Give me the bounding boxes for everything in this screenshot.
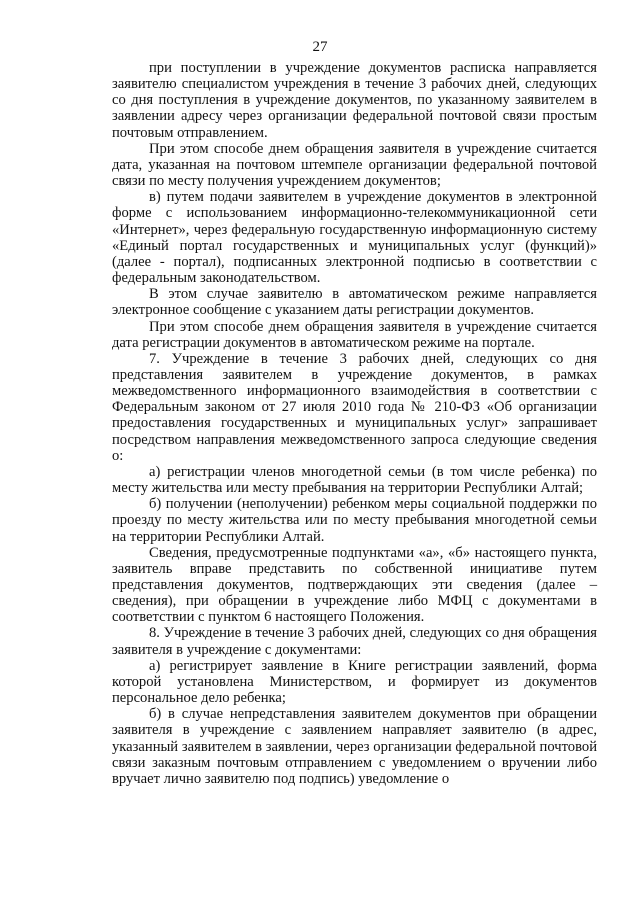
paragraph: при поступлении в учреждение документов расписка направляется заявителю специалистом учреждения в течение 3 рабочих дней, следующих со дня поступления в учреждение документов, по указанному заявителем в заявлении адресу через организации федеральной почтовой связи простым почтовым отправлением. [112,60,597,141]
paragraph: а) регистрации членов многодетной семьи (в том числе ребенка) по месту жительства или месту пребывания на территории Республики Алтай; [112,463,597,497]
paragraph: б) получении (неполучении) ребенком меры социальной поддержки по проезду по месту жительства или по месту пребывания многодетной семьи на территории Республики Алтай. [112,496,597,545]
paragraph: При этом способе днем обращения заявителя в учреждение считается дата, указанная на почтовом штемпеле организации федеральной почтовой связи по месту получения учреждением документов; [112,140,597,190]
document-body [112,60,597,787]
paragraph: 8. Учреждение в течение 3 рабочих дней, следующих со дня обращения заявителя в учреждение с документами: [112,625,597,658]
paragraph: б) в случае непредставления заявителем документов при обращении заявителя в учреждение с заявлением направляет заявителю (в адрес, указанный заявителем в заявлении, через организации федеральной почтовой связи заказным почтовым отправлением с уведомлением о вручении либо вручает лично заявителю под подпись) уведомление о [112,706,597,787]
paragraph: 7. Учреждение в течение 3 рабочих дней, следующих со дня представления заявителем в учреждение документов, в рамках межведомственного информационного взаимодействия в соответствии с Федеральным законом от 27 июля 2010 года № 210-ФЗ «Об организации предоставления государственных и муниципальных услуг» запрашивает посредством направления межведомственного запроса следующие сведения о: [112,350,597,464]
paragraph: В этом случае заявителю в автоматическом режиме направляется электронное сообщение с указанием даты регистрации документов. [112,286,597,319]
paragraph: При этом способе днем обращения заявителя в учреждение считается дата регистрации документов в автоматическом режиме на портале. [112,318,597,351]
page-number: 27 [312,39,328,55]
paragraph: а) регистрирует заявление в Книге регистрации заявлений, форма которой установлена Министерством, и формирует из документов персональное дело ребенка; [112,657,597,707]
paragraph: Сведения, предусмотренные подпунктами «а», «б» настоящего пункта, заявитель вправе представить по собственной инициативе путем представления документов, подтверждающих эти сведения (далее – сведения), при обращении в учреждение либо МФЦ с документами в соответствии с пунктом 6 настоящего Положения. [112,544,597,626]
paragraph: в) путем подачи заявителем в учреждение документов в электронной форме с использованием информационно-телекоммуникационной сети «Интернет», через федеральную государственную информационную систему «Единый портал государственных и муниципальных услуг (функций)» (далее - портал), подписанных электронной подписью в соответствии с федеральным законодательством. [112,189,597,287]
